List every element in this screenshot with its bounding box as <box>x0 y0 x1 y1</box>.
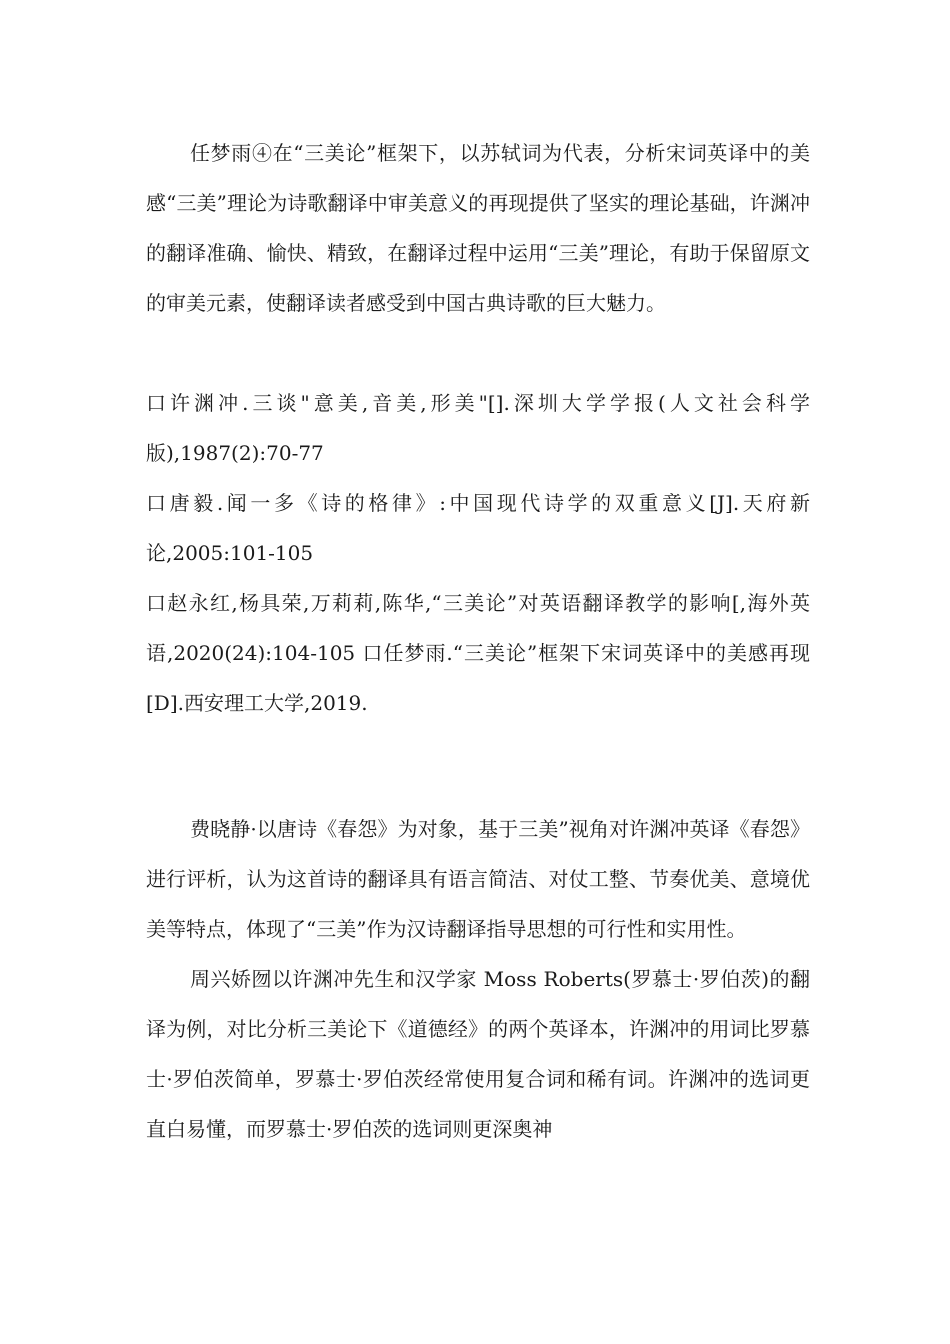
reference-item: 口唐毅.闻一多《诗的格律》:中国现代诗学的双重意义[J].天府新论,2005:101-105 <box>146 491 810 565</box>
paragraph-spacer <box>146 728 810 804</box>
body-paragraph-fei-xiaojing: 费晓静·以唐诗《春怨》为对象，基于三美”视角对许渊冲英译《春怨》进行评析，认为这首诗的翻译具有语言简洁、对仗工整、节奏优美、意境优美等特点，体现了“三美”作为汉诗翻译指导思想的可行性和实用性。 <box>146 817 810 941</box>
document-page <box>146 128 810 1154</box>
body-paragraph-zhou-xingjiao: 周兴娇囫以许渊冲先生和汉学家 Moss Roberts(罗慕士·罗伯茨)的翻译为例，对比分析三美论下《道德经》的两个英译本，许渊冲的用词比罗慕士·罗伯茨简单，罗慕士·罗伯茨经常使用复合词和稀有词。许渊冲的选词更直白易懂，而罗慕士·罗伯茨的选词则更深奥神 <box>146 967 810 1141</box>
paragraph-spacer <box>146 328 810 378</box>
body-paragraph-ren-mengyu: 任梦雨④在“三美论”框架下，以苏轼词为代表，分析宋词英译中的美感“三美”理论为诗歌翻译中审美意义的再现提供了坚实的理论基础，许渊冲的翻译准确、愉快、精致，在翻译过程中运用“三美”理论，有助于保留原文的审美元素，使翻译读者感受到中国古典诗歌的巨大魅力。 <box>146 141 810 315</box>
reference-item: 口许渊冲.三谈"意美,音美,形美"[].深圳大学学报(人文社会科学版),1987(2):70-77 <box>146 391 810 465</box>
reference-item: 口赵永红,杨具荣,万莉莉,陈华,“三美论”对英语翻译教学的影响[,海外英语,2020(24):104-105 口任梦雨.“三美论”框架下宋词英译中的美感再现[D].西安理工大学,2019. <box>146 591 810 715</box>
